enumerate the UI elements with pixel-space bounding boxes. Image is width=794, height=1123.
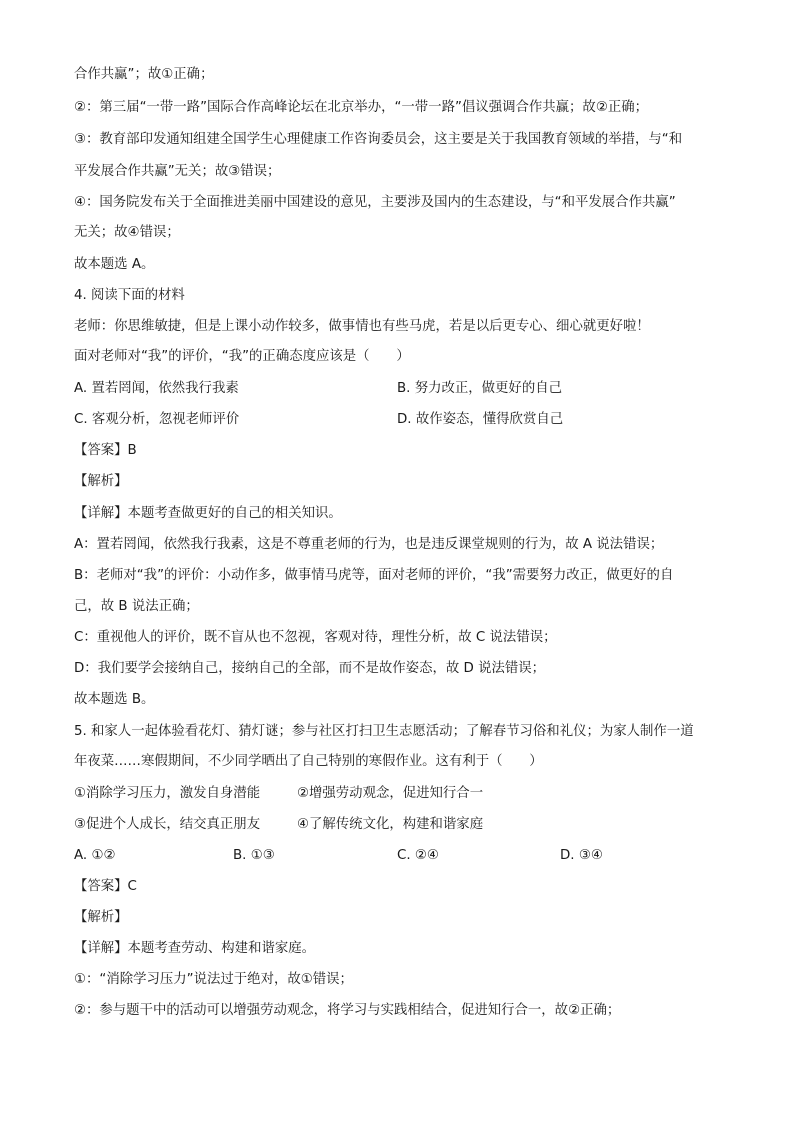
question-4-material: 老师：你思维敏捷，但是上课小动作较多，做事情也有些马虎，若是以后更专心、细心就更好啦！ — [74, 319, 650, 334]
question-5-answer: 【答案】C — [74, 879, 137, 894]
question-5-item-2: ②增强劳动观念，促进知行合一 — [297, 786, 484, 801]
text-line: ④：国务院发布关于全面推进美丽中国建设的意见，主要涉及国内的生态建设，与“和平发展合作共赢” — [74, 195, 676, 210]
question-4-explain-a: A：置若罔闻，依然我行我素，这是不尊重老师的行为，也是违反课堂规则的行为，故 A 说法错误； — [74, 537, 664, 552]
question-4-analysis-heading: 【解析】 — [74, 474, 128, 489]
question-5-option-a: A. ①② — [74, 848, 116, 863]
question-5-detail: 【详解】本题考查劳动、构建和谐家庭。 — [74, 941, 316, 956]
question-4-detail: 【详解】本题考查做更好的自己的相关知识。 — [74, 506, 342, 521]
question-5-option-d: D. ③④ — [560, 848, 603, 863]
question-5-option-b: B. ①③ — [233, 848, 275, 863]
text-line: 平发展合作共赢”无关；故③错误； — [74, 164, 281, 179]
question-4-conclusion: 故本题选 B。 — [74, 692, 155, 707]
text-line: ②：第三届“一带一路”国际合作高峰论坛在北京举办，“一带一路”倡议强调合作共赢；故②正确； — [74, 100, 648, 115]
question-4-option-b: B. 努力改正，做更好的自己 — [397, 381, 562, 396]
question-4-option-d: D. 故作姿态，懂得欣赏自己 — [397, 412, 564, 427]
question-5-explain-2: ②：参与题干中的活动可以增强劳动观念，将学习与实践相结合，促进知行合一，故②正确； — [74, 1003, 621, 1018]
question-4-option-c: C. 客观分析，忽视老师评价 — [74, 412, 240, 427]
question-4-prompt: 面对老师对“我”的评价，“我”的正确态度应该是（ ） — [74, 349, 410, 364]
question-5-analysis-heading: 【解析】 — [74, 910, 128, 925]
text-line: 无关；故④错误； — [74, 225, 180, 240]
conclusion-line: 故本题选 A。 — [74, 257, 155, 272]
question-4-stem: 4. 阅读下面的材料 — [74, 288, 185, 303]
question-4-answer: 【答案】B — [74, 443, 137, 458]
text-line: ③：教育部印发通知组建全国学生心理健康工作咨询委员会，这主要是关于我国教育领域的举措，与“和 — [74, 132, 683, 147]
question-4-explain-d: D：我们要学会接纳自己，接纳自己的全部，而不是故作姿态，故 D 说法错误； — [74, 661, 546, 676]
question-5-option-c: C. ②④ — [397, 848, 439, 863]
question-5-stem: 5. 和家人一起体验看花灯、猜灯谜；参与社区打扫卫生志愿活动；了解春节习俗和礼仪；为家人制作一道 — [74, 724, 694, 739]
text-line: 合作共赢”；故①正确； — [74, 67, 214, 82]
question-4-explain-b-cont: 己，故 B 说法正确； — [74, 599, 199, 614]
question-4-option-a: A. 置若罔闻，依然我行我素 — [74, 381, 239, 396]
question-5-item-1: ①消除学习压力，激发自身潜能 — [74, 786, 261, 801]
question-4-explain-b: B：老师对“我”的评价：小动作多，做事情马虎等，面对老师的评价，“我”需要努力改正，做更好的自 — [74, 568, 674, 583]
question-5-item-4: ④了解传统文化，构建和谐家庭 — [297, 817, 484, 832]
question-4-explain-c: C：重视他人的评价，既不盲从也不忽视，客观对待，理性分析，故 C 说法错误； — [74, 630, 557, 645]
question-5-explain-1: ①：“消除学习压力”说法过于绝对，故①错误； — [74, 972, 353, 987]
question-5-item-3: ③促进个人成长，结交真正朋友 — [74, 817, 261, 832]
question-5-stem-cont: 年夜菜……寒假期间，不少同学晒出了自己特别的寒假作业。这有利于（ ） — [74, 754, 543, 769]
